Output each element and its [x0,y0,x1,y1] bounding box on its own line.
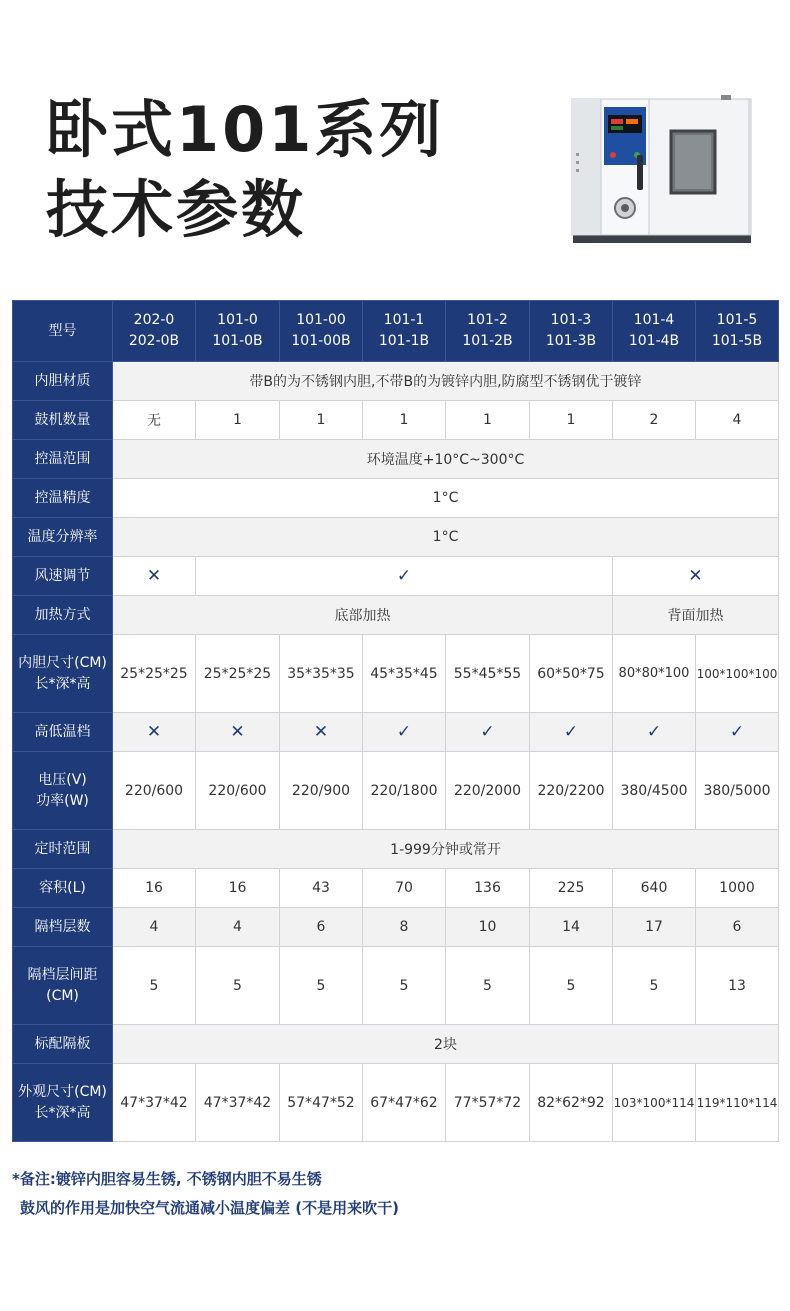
row-label: 隔档层间距 (CM) [13,947,113,1025]
table-row [13,362,779,401]
inner-size-cell: 55*45*55 [446,635,530,713]
fans-cell: 2 [613,401,696,440]
row-label: 高低温档 [13,713,113,752]
shelves-cell: 8 [363,908,446,947]
cross-icon: ✕ [146,722,162,742]
hi-lo-cell [696,713,779,752]
cross-icon: ✕ [688,566,703,586]
fan-speed-cell [613,557,779,596]
shelves-cell: 10 [446,908,530,947]
fans-cell: 1 [446,401,530,440]
row-label: 型号 [13,301,113,362]
shelf-gap-cell: 5 [113,947,196,1025]
row-label: 鼓机数量 [13,401,113,440]
hi-lo-cell [446,713,530,752]
page-title: 卧式101系列 [46,93,445,166]
volume-cell: 43 [280,869,363,908]
outer-size-cell: 77*57*72 [446,1064,530,1142]
volume-cell: 70 [363,869,446,908]
table-row [13,440,779,479]
shelf-gap-cell: 5 [613,947,696,1025]
table-row [13,479,779,518]
outer-size-cell: 82*62*92 [530,1064,613,1142]
fans-cell: 1 [530,401,613,440]
outer-size-cell: 103*100*114 [613,1064,696,1142]
outer-size-cell: 47*37*42 [196,1064,280,1142]
check-icon: ✓ [563,722,579,742]
power-cell: 220/600 [196,752,280,830]
check-icon: ✓ [646,722,662,742]
shelves-cell: 6 [696,908,779,947]
page-subtitle: 技术参数 [46,173,307,246]
shelf-gap-cell: 5 [530,947,613,1025]
table-row [13,557,779,596]
temp-resolution-cell: 1°C [113,518,779,557]
model-cell: 101-4 101-4B [613,301,696,362]
outer-size-cell: 119*110*114 [696,1064,779,1142]
shelves-cell: 6 [280,908,363,947]
model-cell: 101-5 101-5B [696,301,779,362]
power-cell: 220/900 [280,752,363,830]
power-cell: 380/4500 [613,752,696,830]
shelves-cell: 14 [530,908,613,947]
model-cell: 202-0 202-0B [113,301,196,362]
volume-cell: 1000 [696,869,779,908]
shelf-gap-cell: 5 [196,947,280,1025]
inner-size-cell: 25*25*25 [113,635,196,713]
shelves-cell: 4 [196,908,280,947]
temp-accuracy-cell: 1°C [113,479,779,518]
hi-lo-cell [530,713,613,752]
temp-range-cell: 环境温度+10°C~300°C [113,440,779,479]
hi-lo-cell [113,713,196,752]
row-label: 控温精度 [13,479,113,518]
check-icon: ✓ [396,722,412,742]
fans-cell: 1 [196,401,280,440]
row-label: 温度分辨率 [13,518,113,557]
row-label: 内胆材质 [13,362,113,401]
spec-table [12,300,779,1142]
row-label: 内胆尺寸(CM) 长*深*高 [13,635,113,713]
shelf-gap-cell: 5 [363,947,446,1025]
row-label: 标配隔板 [13,1025,113,1064]
note-line-2: 鼓风的作用是加快空气流通减小温度偏差 (不是用来吹干) [20,1199,399,1217]
fans-cell: 无 [113,401,196,440]
check-icon: ✓ [396,566,412,586]
fans-cell: 1 [280,401,363,440]
row-label: 隔档层数 [13,908,113,947]
timer-cell: 1-999分钟或常开 [113,830,779,869]
model-cell: 101-0 101-0B [196,301,280,362]
power-cell: 220/1800 [363,752,446,830]
row-label: 容积(L) [13,869,113,908]
power-cell: 220/2000 [446,752,530,830]
table-row [13,301,779,362]
oven-image [571,93,753,248]
row-label: 加热方式 [13,596,113,635]
heating-back-cell: 背面加热 [613,596,779,635]
table-row [13,908,779,947]
power-cell: 220/2200 [530,752,613,830]
model-cell: 101-1 101-1B [363,301,446,362]
cross-icon: ✕ [313,722,329,742]
hi-lo-cell [280,713,363,752]
table-row [13,635,779,713]
note-line-1: *备注:镀锌内胆容易生锈, 不锈钢内胆不易生锈 [12,1170,322,1188]
volume-cell: 16 [113,869,196,908]
material-cell: 带B的为不锈钢内胆,不带B的为镀锌内胆,防腐型不锈钢优于镀锌 [113,362,779,401]
model-cell: 101-3 101-3B [530,301,613,362]
cross-icon: ✕ [230,722,245,742]
shelves-cell: 4 [113,908,196,947]
table-row [13,1025,779,1064]
hi-lo-cell [363,713,446,752]
model-cell: 101-2 101-2B [446,301,530,362]
row-label: 风速调节 [13,557,113,596]
shelf-gap-cell: 5 [280,947,363,1025]
hi-lo-cell [613,713,696,752]
check-icon: ✓ [729,722,745,742]
table-row [13,947,779,1025]
table-row [13,830,779,869]
table-row [13,518,779,557]
power-cell: 220/600 [113,752,196,830]
outer-size-cell: 57*47*52 [280,1064,363,1142]
table-row [13,596,779,635]
table-row [13,401,779,440]
row-label: 定时范围 [13,830,113,869]
row-label: 外观尺寸(CM) 长*深*高 [13,1064,113,1142]
fan-speed-cell [196,557,613,596]
table-row [13,713,779,752]
volume-cell: 136 [446,869,530,908]
inner-size-cell: 45*35*45 [363,635,446,713]
check-icon: ✓ [480,722,495,742]
inner-size-cell: 100*100*100 [696,635,779,713]
fan-speed-cell [113,557,196,596]
outer-size-cell: 67*47*62 [363,1064,446,1142]
inner-size-cell: 25*25*25 [196,635,280,713]
inner-size-cell: 60*50*75 [530,635,613,713]
inner-size-cell: 80*80*100 [613,635,696,713]
shelves-cell: 17 [613,908,696,947]
shelf-gap-cell: 13 [696,947,779,1025]
model-cell: 101-00 101-00B [280,301,363,362]
row-label: 控温范围 [13,440,113,479]
row-label: 电压(V) 功率(W) [13,752,113,830]
heating-bottom-cell: 底部加热 [113,596,613,635]
volume-cell: 16 [196,869,280,908]
table-row [13,869,779,908]
std-shelves-cell: 2块 [113,1025,779,1064]
fans-cell: 4 [696,401,779,440]
volume-cell: 225 [530,869,613,908]
hi-lo-cell [196,713,280,752]
inner-size-cell: 35*35*35 [280,635,363,713]
power-cell: 380/5000 [696,752,779,830]
table-row [13,1064,779,1142]
shelf-gap-cell: 5 [446,947,530,1025]
table-row [13,752,779,830]
outer-size-cell: 47*37*42 [113,1064,196,1142]
cross-icon: ✕ [146,566,162,586]
volume-cell: 640 [613,869,696,908]
fans-cell: 1 [363,401,446,440]
